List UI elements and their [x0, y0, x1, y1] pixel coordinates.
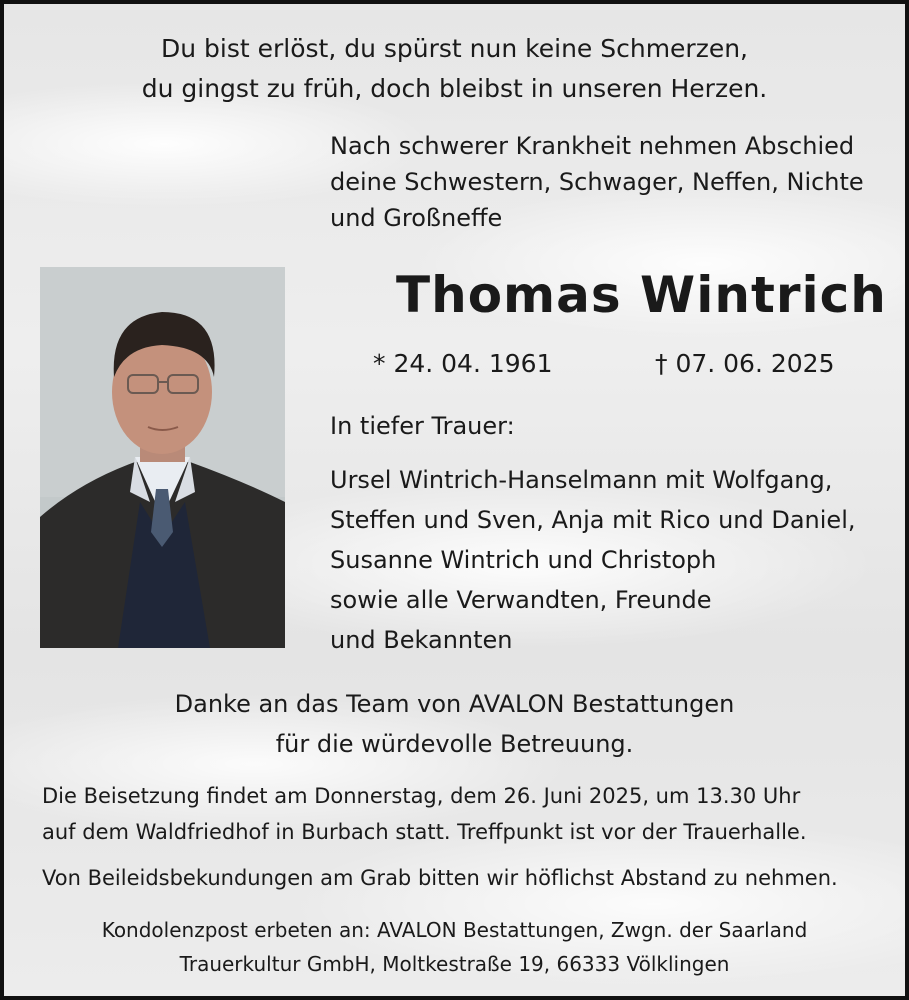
farewell-line-3: und Großneffe: [330, 204, 503, 232]
verse-line-2: du gingst zu früh, doch bleibst in unseren Herzen.: [141, 74, 768, 103]
thanks-line-1: Danke an das Team von AVALON Bestattungen: [174, 690, 735, 718]
mourners-line: und Bekannten: [330, 626, 513, 654]
condolence-line-1: Kondolenzpost erbeten an: AVALON Bestattungen, Zwgn. der Saarland: [101, 918, 808, 942]
portrait-photo: [40, 267, 285, 648]
verse-line-1: Du bist erlöst, du spürst nun keine Schmerzen,: [160, 34, 749, 63]
mourners-line: Ursel Wintrich-Hanselmann mit Wolfgang,: [330, 466, 833, 494]
condolence-line-2: Trauerkultur GmbH, Moltkestraße 19, 66333 Völklingen: [179, 952, 730, 976]
farewell-line-2: deine Schwestern, Schwager, Neffen, Nichte: [330, 168, 864, 196]
portrait-illustration: [40, 267, 285, 648]
mourners-line: Susanne Wintrich und Christoph: [330, 546, 717, 574]
mourners-line: Steffen und Sven, Anja mit Rico und Daniel,: [330, 506, 856, 534]
deceased-name: Thomas Wintrich: [396, 266, 887, 324]
farewell-line-1: Nach schwerer Krankheit nehmen Abschied: [330, 132, 855, 160]
mourners-heading: In tiefer Trauer:: [330, 412, 515, 440]
funeral-line-3: Von Beileidsbekundungen am Grab bitten wir höflichst Abstand zu nehmen.: [42, 866, 838, 890]
thanks-line-2: für die würdevolle Betreuung.: [275, 730, 634, 758]
death-date: † 07. 06. 2025: [655, 349, 835, 378]
mourners-line: sowie alle Verwandten, Freunde: [330, 586, 712, 614]
funeral-line-1: Die Beisetzung findet am Donnerstag, dem 26. Juni 2025, um 13.30 Uhr: [42, 784, 801, 808]
birth-date: * 24. 04. 1961: [373, 349, 553, 378]
funeral-line-2: auf dem Waldfriedhof in Burbach statt. Treffpunkt ist vor der Trauerhalle.: [42, 820, 807, 844]
